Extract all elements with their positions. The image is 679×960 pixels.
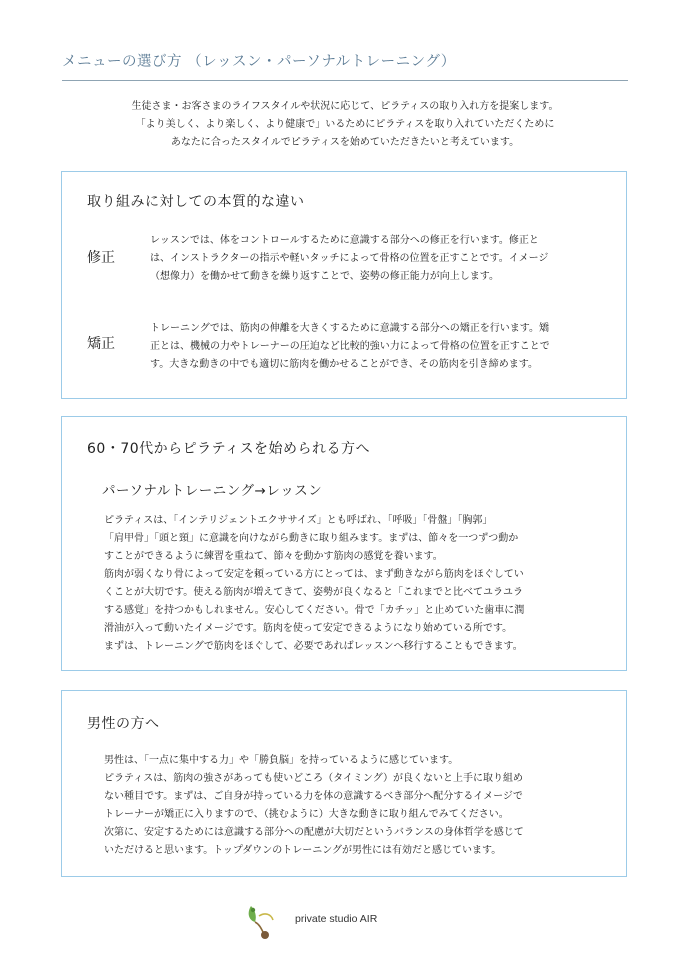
section-men: [61, 690, 627, 877]
section-heading: 取り組みに対しての本質的な違い: [87, 194, 305, 210]
men-text: [104, 752, 524, 860]
studio-brand: private studio AIR: [295, 913, 378, 925]
text-line: トレーニングでは、筋肉の伸離を大きくするために意識する部分への矯正を行います。矯: [150, 323, 549, 334]
section-heading: 60・70代からピラティスを始められる方へ: [87, 441, 371, 457]
term-straightening: 矯正: [87, 336, 115, 352]
text-line: （想像力）を働かせて動きを繰り返すことで、姿勢の修正能力が向上します。: [150, 271, 499, 282]
intro-text: [62, 98, 628, 152]
text-line: ピラティスは、筋肉の強さがあっても使いどころ（タイミング）が良くないと上手に取り組め: [104, 773, 523, 784]
term-correction: 修正: [87, 250, 115, 266]
section-heading: 男性の方へ: [87, 716, 160, 732]
seniors-text: [104, 512, 524, 656]
text-line: すことができるように練習を重ねて、節々を動かす筋肉の感覚を養います。: [104, 551, 443, 562]
text-line: トレーナーが矯正に入りますので、（挑むように）大きな動きに取り組んでみてください。: [104, 809, 509, 820]
text-line: いただけると思います。トップダウンのトレーニングが男性には有効だと感じています。: [104, 845, 502, 856]
section-seniors: [61, 416, 627, 671]
text-line: ピラティスは、「インテリジェントエクササイズ」とも呼ばれ、「呼吸」「骨盤」「胸郭」: [104, 515, 493, 526]
intro-line: 「より美しく、より楽しく、より健康で」いるためにピラティスを取り入れていただくために: [135, 119, 555, 130]
section-essential-difference: [61, 171, 627, 399]
intro-line: 生徒さま・お客さまのライフスタイルや状況に応じて、ピラティスの取り入れ方を提案します。: [131, 101, 559, 112]
straightening-text: [150, 320, 550, 374]
text-line: 男性は、「一点に集中する力」や「勝負脳」を持っているように感じています。: [104, 755, 459, 766]
text-line: まずは、トレーニングで筋肉をほぐして、必要であればレッスンへ移行することもできます。: [104, 641, 523, 652]
intro-line: あなたに合ったスタイルでピラティスを始めていただきたいと考えています。: [170, 137, 520, 148]
leaf-figure-logo-icon: [243, 902, 283, 942]
text-line: レッスンでは、体をコントロールするために意識する部分への修正を行います。修正と: [150, 235, 539, 246]
page-title: メニューの選び方 （レッスン・パーソナルトレーニング）: [62, 54, 456, 70]
text-line: す。大きな動きの中でも適切に筋肉を働かせることができ、その筋肉を引き締めます。: [150, 359, 538, 370]
text-line: 正とは、機械の力やトレーナーの圧迫など比較的強い力によって骨格の位置を正すことで: [150, 341, 550, 352]
title-rule: [62, 80, 628, 81]
text-line: は、インストラクターの指示や軽いタッチによって骨格の位置を正すことです。イメージ: [150, 253, 549, 264]
text-line: くことが大切です。使える筋肉が増えてきて、姿勢が良くなると「これまでと比べてユラユラ: [104, 587, 523, 598]
text-line: 「肩甲骨」「頭と頸」に意識を向けながら動きに取り組みます。まずは、節々を一つずつ動か: [104, 533, 519, 544]
text-line: 滑油が入って動いたイメージです。筋肉を使って安定できるようになり始めている所です。: [104, 623, 513, 634]
text-line: 筋肉が弱くなり骨によって安定を頼っている方にとっては、まず動きながら筋肉をほぐしてい: [104, 569, 524, 580]
text-line: する感覚」を持つかもしれません。安心してください。骨で「カチッ」と止めていた歯車に潤: [104, 605, 525, 616]
footer: [243, 902, 443, 942]
text-line: 次第に、安定するためには意識する部分への配慮が大切だというバランスの身体哲学を感じて: [104, 827, 524, 838]
correction-text: [150, 232, 548, 286]
text-line: ない種目です。まずは、ご自身が持っている力を体の意識するべき部分へ配分するイメージで: [104, 791, 523, 802]
section-subheading: パーソナルトレーニング→レッスン: [102, 483, 323, 499]
